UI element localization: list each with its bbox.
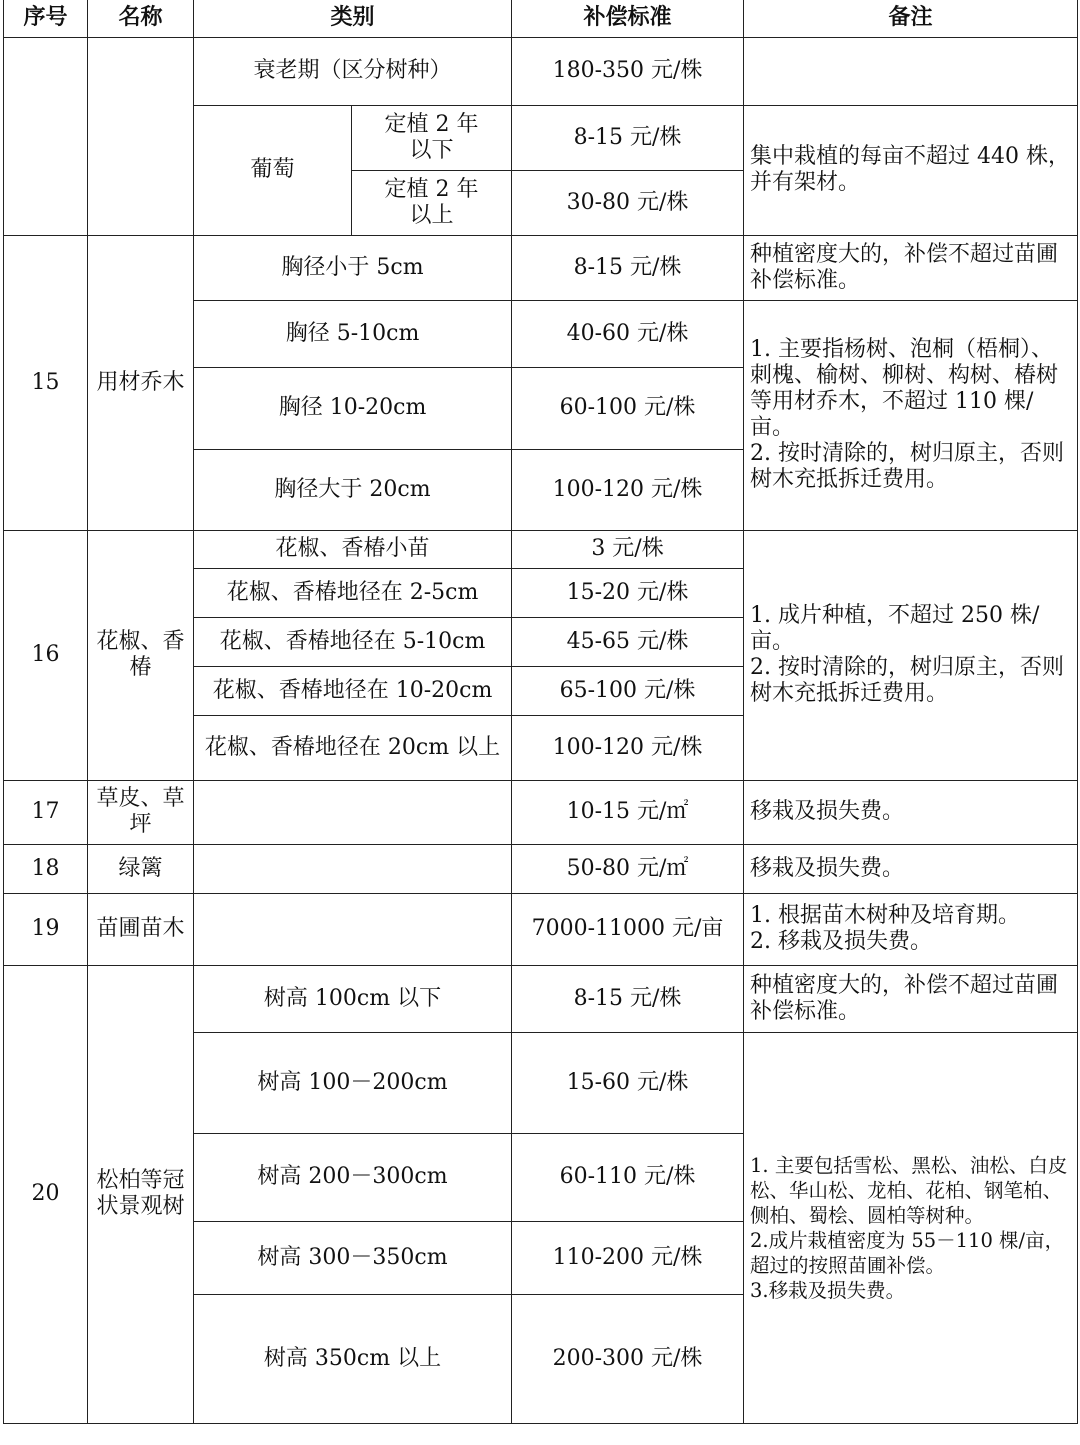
row16-category-4: 花椒、香椿地径在 10-20cm bbox=[194, 666, 512, 715]
row16-category-2: 花椒、香椿地径在 2-5cm bbox=[194, 568, 512, 617]
header-name: 名称 bbox=[88, 0, 194, 37]
grape-sub2 bbox=[352, 170, 512, 235]
row19-standard: 7000-11000 元/亩 bbox=[512, 893, 744, 965]
aging-note bbox=[744, 37, 1078, 105]
row15-standard-4: 100-120 元/株 bbox=[512, 449, 744, 530]
header-category: 类别 bbox=[194, 0, 512, 37]
grape-sub1 bbox=[352, 105, 512, 170]
row15-category-1: 胸径小于 5cm bbox=[194, 235, 512, 300]
row16-no: 16 bbox=[4, 530, 88, 780]
row16-name: 花椒、香椿 bbox=[88, 530, 194, 780]
row20-no: 20 bbox=[4, 965, 88, 1423]
header-note: 备注 bbox=[744, 0, 1078, 37]
row16-note bbox=[744, 530, 1078, 780]
row20-note-2c: 3.移栽及损失费。 bbox=[750, 1278, 906, 1302]
row20-note-2 bbox=[744, 1032, 1078, 1423]
row20-note-2a: 1. 主要包括雪松、黑松、油松、白皮松、华山松、龙柏、花柏、钢笔柏、侧柏、蜀桧、圆柏等树种。 bbox=[750, 1153, 1068, 1227]
table-row bbox=[4, 780, 1078, 844]
row16-category-3: 花椒、香椿地径在 5-10cm bbox=[194, 617, 512, 666]
row16-category-1: 花椒、香椿小苗 bbox=[194, 530, 512, 568]
row20-category-1: 树高 100cm 以下 bbox=[194, 965, 512, 1032]
row16-standard-4: 65-100 元/株 bbox=[512, 666, 744, 715]
row16-note-b: 2. 按时清除的，树归原主，否则树木充抵拆迁费用。 bbox=[750, 655, 1064, 706]
header-standard: 补偿标准 bbox=[512, 0, 744, 37]
row18-name: 绿篱 bbox=[88, 844, 194, 893]
grape-sub2-standard: 30-80 元/株 bbox=[512, 170, 744, 235]
row18-note: 移栽及损失费。 bbox=[744, 844, 1078, 893]
cell-no-empty bbox=[4, 37, 88, 235]
compensation-table bbox=[3, 0, 1078, 1424]
cell-name-empty bbox=[88, 37, 194, 235]
row20-category-2: 树高 100－200cm bbox=[194, 1032, 512, 1133]
row19-no: 19 bbox=[4, 893, 88, 965]
row17-note: 移栽及损失费。 bbox=[744, 780, 1078, 844]
row16-standard-5: 100-120 元/株 bbox=[512, 715, 744, 780]
row20-standard-1: 8-15 元/株 bbox=[512, 965, 744, 1032]
row18-no: 18 bbox=[4, 844, 88, 893]
row19-note-a: 1. 根据苗木树种及培育期。 bbox=[750, 903, 1020, 928]
aging-standard: 180-350 元/株 bbox=[512, 37, 744, 105]
row16-standard-3: 45-65 元/株 bbox=[512, 617, 744, 666]
table-row bbox=[4, 844, 1078, 893]
row20-note-1: 种植密度大的，补偿不超过苗圃补偿标准。 bbox=[744, 965, 1078, 1032]
row15-standard-2: 40-60 元/株 bbox=[512, 300, 744, 367]
row20-standard-4: 110-200 元/株 bbox=[512, 1221, 744, 1294]
row20-category-5: 树高 350cm 以上 bbox=[194, 1294, 512, 1423]
header-row bbox=[4, 0, 1078, 37]
row15-note-2 bbox=[744, 300, 1078, 530]
row15-standard-1: 8-15 元/株 bbox=[512, 235, 744, 300]
table-row bbox=[4, 530, 1078, 568]
row18-standard: 50-80 元/㎡ bbox=[512, 844, 744, 893]
row20-standard-3: 60-110 元/株 bbox=[512, 1133, 744, 1221]
row18-category bbox=[194, 844, 512, 893]
row15-category-3: 胸径 10-20cm bbox=[194, 367, 512, 449]
row17-no: 17 bbox=[4, 780, 88, 844]
table-row bbox=[4, 235, 1078, 300]
row20-note-2b: 2.成片栽植密度为 55－110 棵/亩，超过的按照苗圃补偿。 bbox=[750, 1228, 1065, 1277]
row19-note bbox=[744, 893, 1078, 965]
row15-category-2: 胸径 5-10cm bbox=[194, 300, 512, 367]
row15-no: 15 bbox=[4, 235, 88, 530]
row15-name: 用材乔木 bbox=[88, 235, 194, 530]
grape-sub1-line2: 以下 bbox=[409, 137, 454, 163]
grape-name: 葡萄 bbox=[194, 105, 352, 235]
row20-name: 松柏等冠状景观树 bbox=[88, 965, 194, 1423]
grape-sub2-line1: 定植 2 年 bbox=[384, 176, 479, 202]
grape-sub1-line1: 定植 2 年 bbox=[384, 111, 479, 137]
row19-category bbox=[194, 893, 512, 965]
row19-name: 苗圃苗木 bbox=[88, 893, 194, 965]
table-row bbox=[4, 37, 1078, 105]
row15-category-4: 胸径大于 20cm bbox=[194, 449, 512, 530]
row16-standard-1: 3 元/株 bbox=[512, 530, 744, 568]
header-no: 序号 bbox=[4, 0, 88, 37]
row16-standard-2: 15-20 元/株 bbox=[512, 568, 744, 617]
row15-standard-3: 60-100 元/株 bbox=[512, 367, 744, 449]
row15-note-2b: 2. 按时清除的，树归原主，否则树木充抵拆迁费用。 bbox=[750, 441, 1064, 492]
row17-name: 草皮、草坪 bbox=[88, 780, 194, 844]
row20-category-3: 树高 200－300cm bbox=[194, 1133, 512, 1221]
row16-category-5: 花椒、香椿地径在 20cm 以上 bbox=[194, 715, 512, 780]
row17-category bbox=[194, 780, 512, 844]
row20-standard-5: 200-300 元/株 bbox=[512, 1294, 744, 1423]
grape-sub2-line2: 以上 bbox=[409, 202, 454, 228]
table-row bbox=[4, 965, 1078, 1032]
row20-category-4: 树高 300－350cm bbox=[194, 1221, 512, 1294]
row15-note-2a: 1. 主要指杨树、泡桐（梧桐）、刺槐、榆树、柳树、构树、椿树等用材乔木，不超过 110 棵/亩。 bbox=[750, 337, 1059, 440]
table-row bbox=[4, 893, 1078, 965]
row19-note-b: 2. 移栽及损失费。 bbox=[750, 929, 932, 954]
row17-standard: 10-15 元/㎡ bbox=[512, 780, 744, 844]
row16-note-a: 1. 成片种植，不超过 250 株/亩。 bbox=[750, 603, 1040, 654]
grape-note: 集中栽植的每亩不超过 440 株，并有架材。 bbox=[744, 105, 1078, 235]
aging-category: 衰老期（区分树种） bbox=[194, 37, 512, 105]
row15-note-1: 种植密度大的，补偿不超过苗圃补偿标准。 bbox=[744, 235, 1078, 300]
grape-sub1-standard: 8-15 元/株 bbox=[512, 105, 744, 170]
row20-standard-2: 15-60 元/株 bbox=[512, 1032, 744, 1133]
